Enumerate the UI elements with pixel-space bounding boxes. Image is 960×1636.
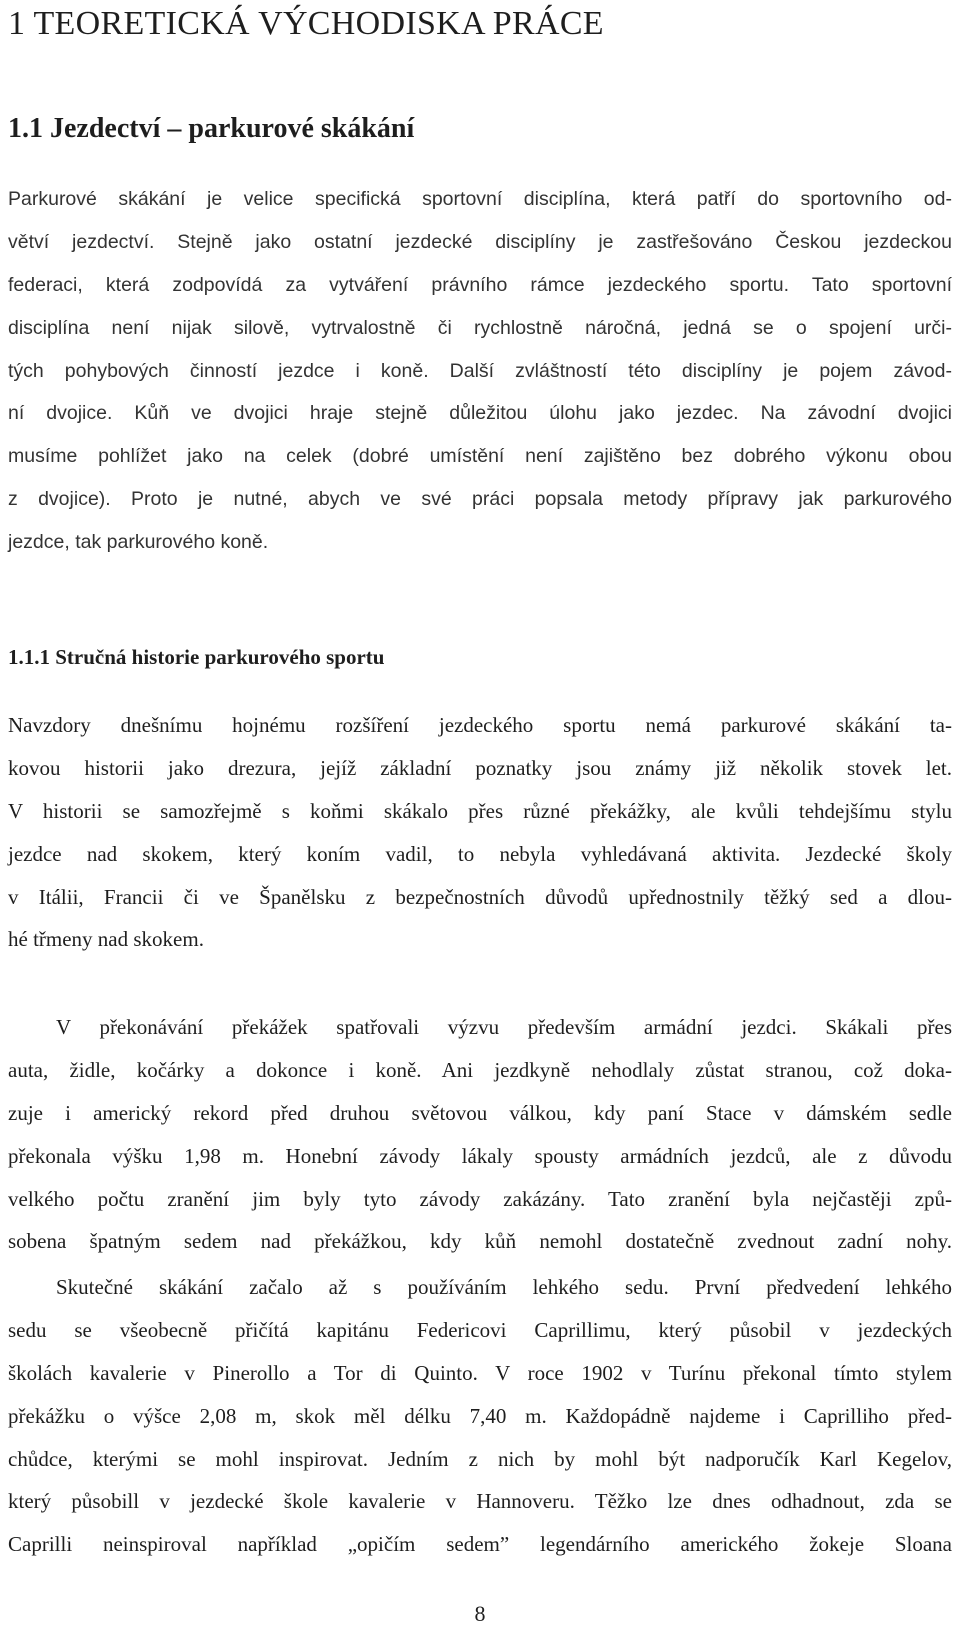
paragraph-line: musíme pohlížet jako na celek (dobré umístění není zajištěno bez dobrého výkonu obou — [8, 445, 952, 468]
intro-paragraph — [8, 178, 952, 564]
paragraph-line: překážku o výšce 2,08 m, skok měl délku 7,40 m. Každopádně najdeme i Caprilliho před- — [8, 1403, 952, 1428]
paragraph-line: hé třmeny nad skokem. — [8, 927, 204, 952]
paragraph-line: chůdce, kterými se mohl inspirovat. Jedním z nich by mohl být nadporučík Karl Kegelov, — [8, 1446, 952, 1471]
chapter-heading: 1 TEORETICKÁ VÝCHODISKA PRÁCE — [8, 5, 604, 42]
paragraph-line: disciplína není nijak silově, vytrvalostně či rychlostně náročná, jedná se o spojení urči- — [8, 316, 952, 339]
paragraph-line: sobena špatným sedem nad překážkou, kdy kůň nemohl dostatečně zvednout zadní nohy. — [8, 1229, 952, 1254]
paragraph-line: který působill v jezdecké škole kavalerie v Hannoveru. Těžko lze dnes odhadnout, zda se — [8, 1489, 952, 1514]
paragraph-line: školách kavalerie v Pinerollo a Tor di Quinto. V roce 1902 v Turínu překonal tímto stylem — [8, 1360, 952, 1385]
paragraph-line: překonala výšku 1,98 m. Honební závody lákaly spousty armádních jezdců, ale z důvodu — [8, 1143, 952, 1168]
page-number: 8 — [474, 1601, 486, 1626]
paragraph-line: zuje i americký rekord před druhou světovou válkou, kdy paní Stace v dámském sedle — [8, 1100, 952, 1125]
paragraph-line: V překonávání překážek spatřovali výzvu především armádní jezdci. Skákali přes — [56, 1015, 952, 1039]
paragraph-line: federaci, která zodpovídá za vytváření právního rámce jezdeckého sportu. Tato sportovní — [8, 273, 952, 296]
paragraph-line: Caprilli neinspiroval například „opičím sedem” legendárního amerického žokeje Sloana — [8, 1532, 952, 1557]
paragraph-line: V historii se samozřejmě s koňmi skákalo přes různé překážky, ale kvůli tehdejšímu stylu — [8, 798, 952, 823]
document-page — [8, 0, 952, 1636]
paragraph-line: jezdce, tak parkurového koně. — [8, 531, 269, 554]
paragraph-line: velkého počtu zranění jim byly tyto závody zakázány. Tato zranění byla nejčastěji způ- — [8, 1186, 952, 1211]
paragraph-line: v Itálii, Francii či ve Španělsku z bezpečnostních důvodů upřednostnily těžký sed a dlou- — [8, 884, 952, 909]
paragraph-line: ní dvojice. Kůň ve dvojici hraje stejně důležitou úlohu jako jezdec. Na závodní dvojici — [8, 402, 952, 425]
paragraph-line: z dvojice). Proto je nutné, abych ve své práci popsala metody přípravy jak parkurového — [8, 488, 952, 511]
history-paragraph-2 — [8, 1006, 952, 1263]
paragraph-line: sedu se všeobecně přičítá kapitánu Federicovi Caprillimu, který působil v jezdeckých — [8, 1317, 952, 1342]
paragraph-line: tých pohybových činností jezdce i koně. Další zvláštností této disciplíny je pojem závod- — [8, 359, 952, 382]
paragraph-line: větví jezdectví. Stejně jako ostatní jezdecké disciplíny je zastřešováno Českou jezdeckou — [8, 230, 952, 253]
history-paragraph-1 — [8, 704, 952, 961]
paragraph-line: kovou historii jako drezura, jejíž základní poznatky jsou známy již několik stovek let. — [8, 755, 952, 780]
paragraph-line: Navzdory dnešnímu hojnému rozšíření jezdeckého sportu nemá parkurové skákání ta- — [8, 713, 952, 737]
section-heading: 1.1 Jezdectví – parkurové skákání — [8, 113, 415, 144]
paragraph-line: auta, židle, kočárky a dokonce i koně. Ani jezdkyně nehodlaly zůstat stranou, což doka- — [8, 1057, 952, 1082]
paragraph-line: jezdce nad skokem, který koním vadil, to nebyla vyhledávaná aktivita. Jezdecké školy — [8, 841, 952, 866]
paragraph-line: Skutečné skákání začalo až s používáním lehkého sedu. První předvedení lehkého — [56, 1275, 952, 1299]
subsection-heading: 1.1.1 Stručná historie parkurového sportu — [8, 645, 385, 669]
paragraph-line: Parkurové skákání je velice specifická sportovní disciplína, která patří do sportovního od- — [8, 188, 952, 210]
history-paragraph-3 — [8, 1266, 952, 1566]
